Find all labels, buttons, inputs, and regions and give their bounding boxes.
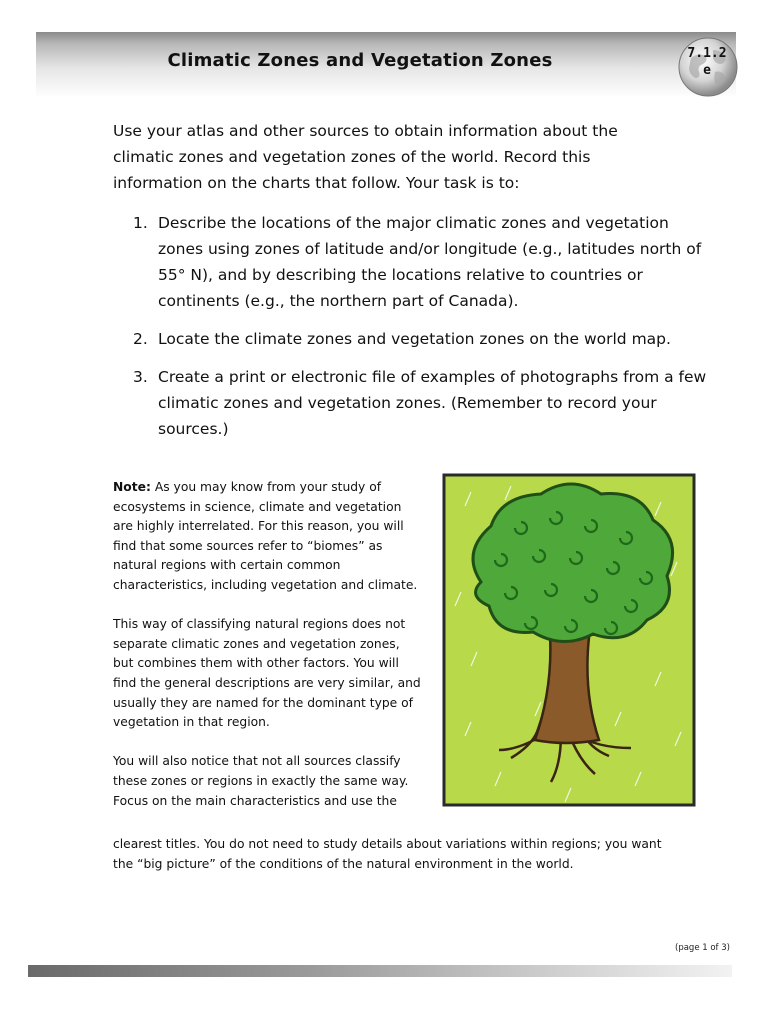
- intro-paragraph: Use your atlas and other sources to obtain information about the climatic zones and vegetation zones of the world. Record this information on the charts that follow. Your task is to:: [113, 122, 618, 192]
- note-paragraph-3: You will also notice that not all sources classify these zones or regions in exactly the same way. Focus on the main characteristics and use the: [113, 754, 409, 808]
- task-item: [113, 210, 713, 314]
- note-section: [113, 478, 423, 831]
- task-number: 3.: [133, 368, 148, 386]
- task-number: 1.: [133, 214, 148, 232]
- task-list: [113, 210, 713, 454]
- note-paragraph-2: This way of classifying natural regions does not separate climatic zones and vegetation zones, but combines them with other factors. You will find the general descriptions are very similar, and usually they are named for the dominant type of vegetation in that region.: [113, 617, 421, 730]
- footer-bar: [28, 965, 732, 977]
- tree-illustration: [441, 472, 697, 808]
- task-text: Locate the climate zones and vegetation zones on the world map.: [158, 330, 671, 348]
- task-item: [113, 364, 713, 442]
- task-text: Create a print or electronic file of examples of photographs from a few climatic zones and vegetation zones. (Remember to record your sources.): [158, 368, 707, 438]
- task-item: [113, 326, 713, 352]
- task-number: 2.: [133, 330, 148, 348]
- note-text-1: As you may know from your study of ecosystems in science, climate and vegetation are highly interrelated. For this reason, you will find that some sources refer to “biomes” as natural regions with certain common characteristics, including vegetation and climate.: [113, 480, 418, 592]
- note-paragraph-3-continued: clearest titles. You do not need to study details about variations within regions; you want the “big picture” of the conditions of the natural environment in the world.: [113, 837, 662, 871]
- note-label: Note:: [113, 480, 151, 494]
- page-title: Climatic Zones and Vegetation Zones: [167, 50, 553, 71]
- task-text: Describe the locations of the major climatic zones and vegetation zones using zones of latitude and/or longitude (e.g., latitudes north of 55° N), and by describing the locations relative to countries or continents (e.g., the northern part of Canada).: [158, 214, 702, 310]
- page-code: 7.1.2 e: [687, 46, 727, 78]
- note-paragraph-1: [113, 478, 423, 596]
- page-number: (page 1 of 3): [675, 943, 730, 953]
